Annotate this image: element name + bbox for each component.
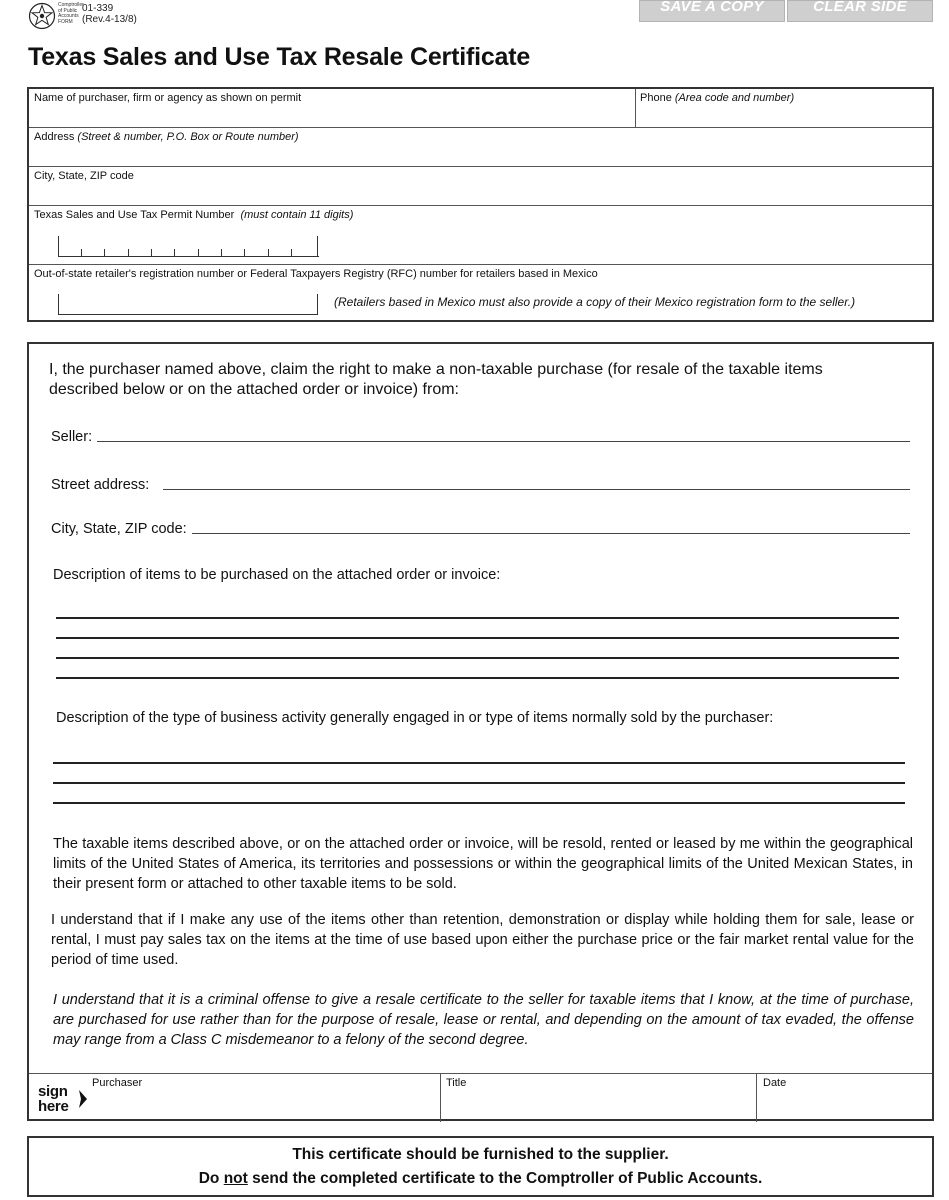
purchaser-signature-label: Purchaser (92, 1077, 143, 1089)
street-address-label: Street address: (51, 477, 150, 493)
seller-line (97, 441, 910, 442)
sign-here-marker: sign here (38, 1083, 69, 1115)
items-line-3 (56, 657, 899, 659)
certificate-section (27, 342, 934, 1121)
street-address-field[interactable] (167, 472, 907, 488)
date-field[interactable] (763, 1092, 923, 1118)
items-line-2 (56, 637, 899, 639)
use-tax-statement: I understand that if I make any use of the items other than retention, demonstration or display while holding them for sale, lease or rental, I must pay sales tax on the items at the time of use based upon either the purchase price or the fair market rental value for the period of time used. (51, 912, 914, 968)
divider (756, 1074, 757, 1122)
claim-statement: I, the purchaser named above, claim the right to make a non-taxable purchase (for resale of the taxable items described below or on the attached order or invoice) from: (49, 361, 823, 398)
items-description-label: Description of items to be purchased on the attached order or invoice: (53, 567, 501, 583)
business-line-1 (53, 762, 905, 764)
clear-side-button[interactable]: CLEAR SIDE (787, 0, 933, 22)
mexico-retailer-note: (Retailers based in Mexico must also provide a copy of their Mexico registration form to the seller.) (334, 295, 856, 309)
city-row (29, 167, 932, 206)
purchaser-name-label: Name of purchaser, firm or agency as shown on permit (34, 92, 302, 104)
seller-city-line (192, 533, 910, 534)
date-label: Date (763, 1077, 787, 1089)
items-line-1 (56, 617, 899, 619)
city-state-zip-label: City, State, ZIP code (34, 170, 134, 182)
title-field[interactable] (446, 1092, 746, 1118)
phone-label: Phone (Area code and number) (640, 92, 795, 104)
purchaser-name-field[interactable] (34, 109, 624, 125)
items-line-4 (56, 677, 899, 679)
city-state-zip-field[interactable] (34, 187, 924, 203)
business-activity-field[interactable] (57, 744, 902, 802)
items-description-field[interactable] (57, 600, 897, 678)
purchaser-name-row (29, 89, 932, 128)
title-label: Title (446, 1077, 467, 1089)
permit-number-input[interactable] (58, 236, 319, 257)
divider (635, 89, 636, 128)
texas-comptroller-seal-icon (28, 2, 58, 30)
business-activity-label: Description of the type of business activity generally engaged in or type of items normally sold by the purchaser: (56, 710, 774, 726)
address-row (29, 128, 932, 167)
seller-city-label: City, State, ZIP code: (51, 521, 187, 537)
purchaser-info-section (27, 87, 934, 322)
resale-statement: The taxable items described above, or on the attached order or invoice, will be resold, rented or leased by me within the geographical limits of the United States of America, its territories and possessions or within the geographical limits of the United Mexican States, in their present form or attached to other taxable items to be sold. (53, 836, 913, 892)
seller-label: Seller: (51, 429, 93, 445)
signature-row (29, 1073, 932, 1121)
rfc-number-label: Out-of-state retailer's registration number or Federal Taxpayers Registry (RFC) number for retailers based in Mexico (34, 268, 598, 280)
seller-city-field[interactable] (196, 516, 906, 532)
save-a-copy-button[interactable]: SAVE A COPY (639, 0, 785, 22)
street-address-line (163, 489, 910, 490)
footer-notice (27, 1136, 934, 1197)
footer-line-2: Do not send the completed certificate to the Comptroller of Public Accounts. (198, 1170, 763, 1187)
rfc-number-field[interactable] (58, 294, 318, 315)
business-line-2 (53, 782, 905, 784)
divider (440, 1074, 441, 1122)
purchaser-signature-field[interactable] (92, 1092, 432, 1118)
agency-logo-text: Comptroller of Public Accounts FORM (58, 2, 84, 25)
sign-arrow-icon (78, 1089, 88, 1109)
address-label: Address (Street & number, P.O. Box or Route number) (34, 131, 299, 143)
seller-field[interactable] (101, 424, 906, 440)
business-line-3 (53, 802, 905, 804)
criminal-offense-warning: I understand that it is a criminal offense to give a resale certificate to the seller for taxable items that I know, at the time of purchase, are purchased for use rather than for the purpose of resale, lease or rental, and depending on the amount of tax evaded, the offense may range from a Class C misdemeanor to a felony of the second degree. (53, 992, 914, 1048)
form-number: 01-339 (Rev.4-13/8) (82, 3, 137, 25)
form-title: Texas Sales and Use Tax Resale Certificate (28, 43, 531, 71)
permit-number-label: Texas Sales and Use Tax Permit Number (must contain 11 digits) (34, 209, 354, 221)
footer-line-1: This certificate should be furnished to the supplier. (292, 1146, 669, 1163)
address-field[interactable] (34, 148, 924, 164)
phone-field[interactable] (640, 109, 930, 125)
